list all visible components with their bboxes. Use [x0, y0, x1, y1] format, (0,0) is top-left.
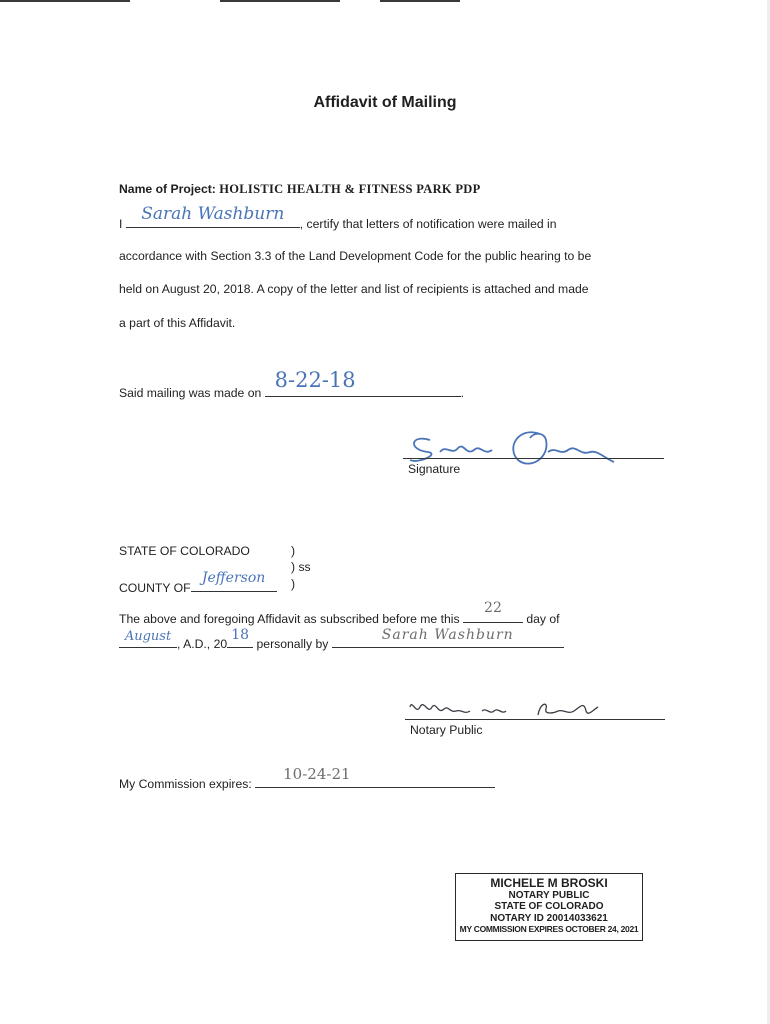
year-handwritten: 18 [231, 627, 250, 643]
cert-line-3: held on August 20, 2018. A copy of the letter and list of recipients is attached and made [119, 282, 589, 296]
venue-paren-3: ) [291, 577, 296, 591]
commission-date-handwritten: 10-24-21 [283, 765, 351, 783]
certifier-name-field [126, 204, 300, 228]
signature-line [403, 458, 664, 459]
state-line [119, 544, 250, 558]
project-name: HOLISTIC HEALTH & FITNESS PARK PDP [219, 182, 481, 196]
year-field [227, 627, 253, 648]
mailing-date-field [265, 368, 461, 397]
subscribed-line [119, 600, 560, 626]
mailing-end: . [460, 386, 465, 400]
month-handwritten: August [124, 629, 172, 644]
venue-paren-1: ) [291, 544, 296, 558]
stamp-state: STATE OF COLORADO [494, 901, 604, 912]
stamp-expiration: MY COMMISSION EXPIRES OCTOBER 24, 2021 [459, 924, 639, 934]
stamp-notary-id: NOTARY ID 20014033621 [490, 912, 608, 924]
state-label: STATE OF COLORADO [119, 544, 250, 558]
commission-date-field [255, 765, 495, 788]
scan-edge-mark [220, 0, 340, 2]
personally-name-field [332, 627, 564, 648]
day-of-text: day of [526, 612, 560, 626]
county-line [119, 570, 277, 595]
ad-line [119, 627, 564, 651]
mailing-label: Said mailing was made on [119, 386, 262, 400]
cert-line-2: accordance with Section 3.3 of the Land Development Code for the public hearing to be [119, 249, 592, 263]
venue-ss: ) ss [291, 560, 311, 574]
day-field [463, 600, 523, 623]
cert-text-1: , certify that letters of notification were mailed in [299, 217, 557, 231]
notary-public-label: Notary Public [410, 723, 483, 737]
commission-line [119, 765, 495, 791]
day-handwritten: 22 [484, 600, 502, 616]
notary-stamp [455, 873, 643, 941]
county-field [191, 570, 277, 592]
scan-edge-mark [0, 0, 130, 2]
month-field [119, 629, 177, 648]
signature-label: Signature [408, 462, 461, 476]
subscribed-text: The above and foregoing Affidavit as subscribed before me this [119, 612, 460, 626]
project-label: Name of Project: [119, 182, 216, 196]
notary-signature-line [405, 719, 665, 720]
scan-edge-mark [380, 0, 460, 2]
mailing-date-handwritten: 8-22-18 [274, 368, 356, 392]
county-handwritten: Jefferson [201, 570, 266, 586]
personally-name-handwritten: Sarah Washburn [381, 627, 514, 643]
certifier-name-handwritten: Sarah Washburn [141, 204, 285, 224]
personally-by-text: personally by [256, 637, 329, 651]
project-line [119, 182, 481, 197]
cert-prefix: I [119, 217, 123, 231]
county-label: COUNTY OF [119, 581, 191, 595]
cert-line-1 [119, 204, 557, 231]
mailing-line [119, 368, 465, 400]
stamp-notary-public: NOTARY PUBLIC [508, 889, 590, 901]
page-title: Affidavit of Mailing [313, 94, 457, 111]
cert-line-4: a part of this Affidavit. [119, 316, 236, 330]
ad-text: , A.D., 20 [177, 637, 228, 651]
stamp-name: MICHELE M BROSKI [490, 876, 608, 890]
commission-label: My Commission expires: [119, 777, 252, 791]
